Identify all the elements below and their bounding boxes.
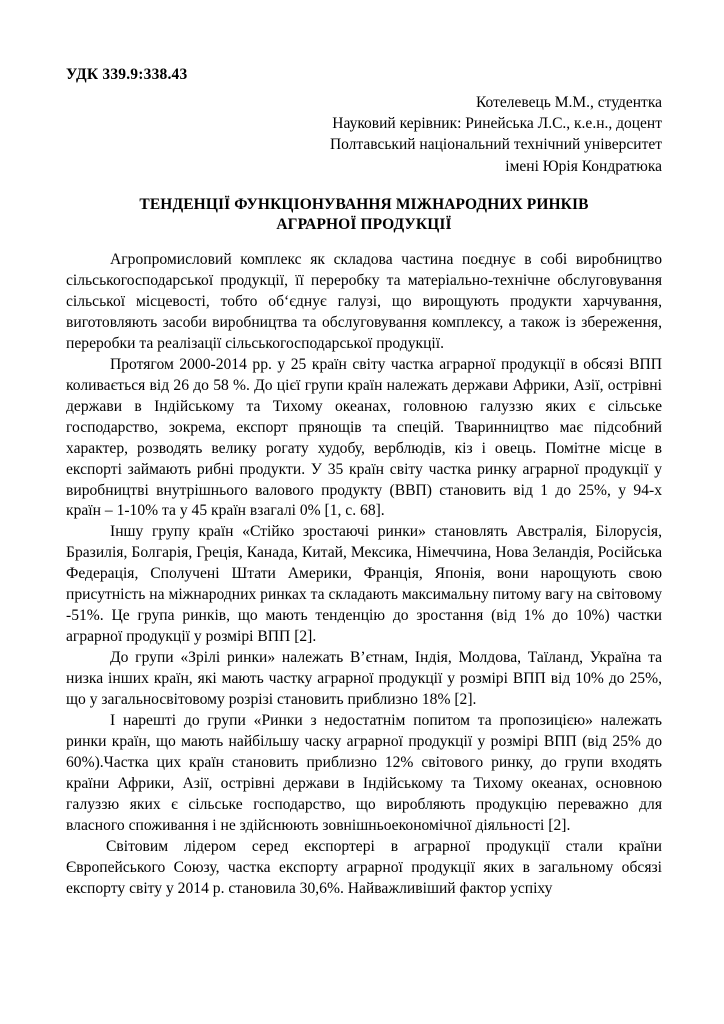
body-text [66, 250, 662, 900]
paragraph-2: Протягом 2000-2014 рр. у 25 країн світу частка аграрної продукції в обсязі ВПП коливається від 26 до 58 %. До цієї групи країн належать держави Африки, Азії, острівні держави в Індійському та Тихому океанах, головною галуззю яких є сільське господарство, зокрема, експорт прянощів та спецій. Тваринництво має підсобний характер, розводять велику рогату худобу, верблюдів, кіз і овець. Помітне місце в експорті займають рибні продукти. У 35 країн світу частка ринку аграрної продукції у виробництві внутрішнього валового продукту (ВВП) становить від 1 до 25%, у 94-х країн – 1-10% та у 45 країн взагалі 0% [1, с. 68]. [66, 355, 662, 520]
paragraph-5: І нарешті до групи «Ринки з недостатнім попитом та пропозицією» належать ринки країн, що мають найбільшу часку аграрної продукції у розмірі ВПП (від 25% до 60%).Частка цих країн становить приблизно 12% світового ринку, до групи входять країни Африки, Азії, острівні держави в Індійському та Тихому океанах, основною галуззю яких є сільське господарство, що виробляють продукцію переважно для власного споживання і не здійснюють зовнішньоекономічної діяльності [2]. [66, 712, 662, 834]
paragraph-6: Світовим лідером серед експортері в аграрної продукції стали країни Європейського Союзу, частка експорту аграрної продукції яких в загальному обсязі експорту світу у 2014 р. становила 30,6%. Найважливіший фактор успіху [66, 837, 662, 897]
author-line-supervisor: Науковий керівник: Ринейська Л.С., к.е.н., доцент [332, 115, 662, 133]
udk-code: УДК 339.9:338.43 [66, 66, 188, 83]
author-line-student: Котелевець М.М., студентка [475, 94, 662, 111]
author-block [66, 92, 662, 177]
paragraph-4: До групи «Зрілі ринки» належать В’єтнам, Індія, Молдова, Таїланд, Україна та низка інших країн, які мають частку аграрної продукції у розмірі ВПП від 10% до 25%, що у загальносвітовому розрізі становить приблизно 18% [2]. [66, 649, 662, 709]
author-line-university: Полтавський національний технічний університет [329, 136, 662, 154]
paragraph-3: Іншу групу країн «Стійко зростаючі ринки» становлять Австралія, Білорусія, Бразилія, Болгарія, Греція, Канада, Китай, Мексика, Німеччина, Нова Зеландія, Російська Федерація, Сполучені Штати Америки, Франція, Японія, вони нарощують свою присутність на міжнародних ринках та складають максимальну питому вагу на світовому -51%. Це група ринків, що мають тенденцію до зростання (від 1% до 10%) частки аграрної продукції у розмірі ВПП [2]. [66, 523, 662, 646]
author-line-university-name: імені Юрія Кондратюка [505, 157, 662, 175]
paragraph-1: Агропромисловий комплекс як складова частина поєднує в собі виробництво сільськогосподарської продукції, її переробку та матеріально-технічне обслуговування сільської місцевості, тобто об‘єднує галузі, що вирощують продукти харчування, виготовляють засоби виробництва та обслуговування комплексу, а також із збереження, переробки та реалізації сільськогосподарської продукції. [66, 250, 662, 352]
title-line-1: ТЕНДЕНЦІЇ ФУНКЦІОНУВАННЯ МІЖНАРОДНИХ РИНКІВ [139, 195, 589, 213]
page-title [66, 195, 662, 236]
title-line-2: АГРАРНОЇ ПРОДУКЦІЇ [276, 216, 452, 234]
